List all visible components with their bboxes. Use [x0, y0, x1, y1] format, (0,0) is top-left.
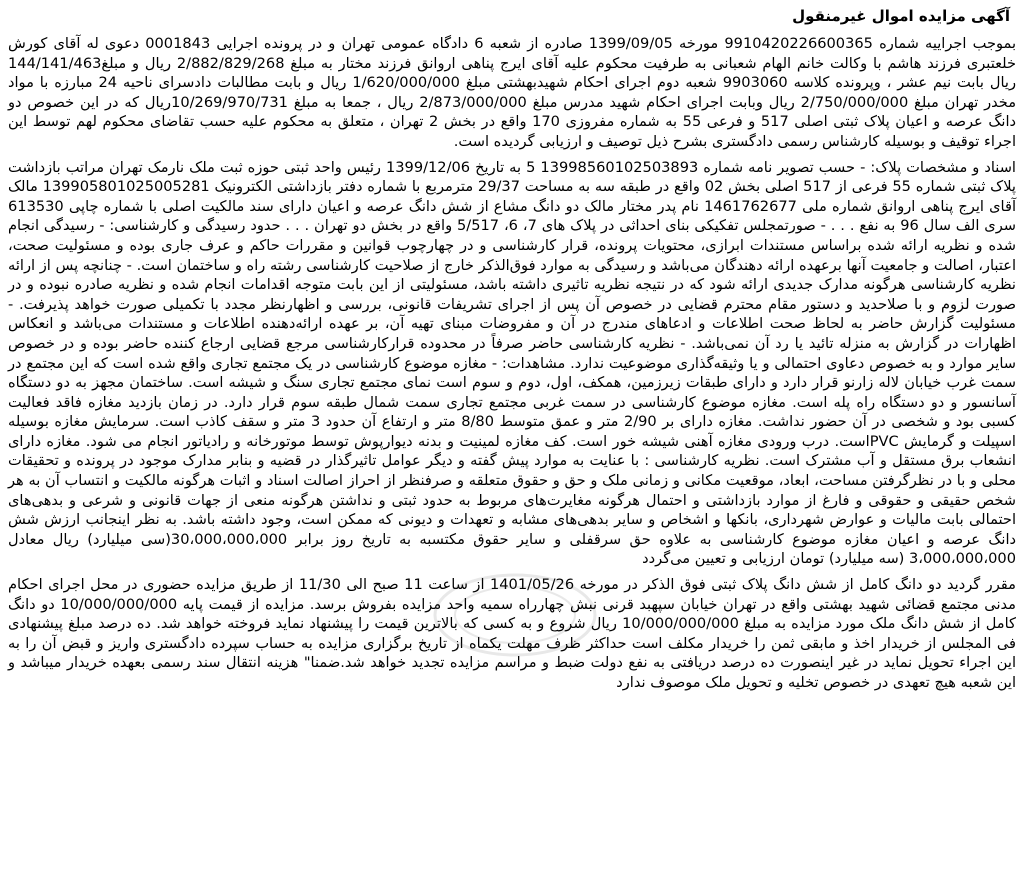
- notice-title: آگهی مزایده اموال غیرمنقول: [792, 7, 1010, 25]
- notice-paragraph-auction-terms: مقرر گردید دو دانگ کامل از شش دانگ پلاک ثبتی فوق الذکر در مورخه 1401/05/26 از ساعت 11 صبح الی 11/30 از طریق مزایده حضوری در محل اجرای احکام مدنی مجتمع قضائی شهید بهشتی واقع در تهران خیابان سپهبد قرنی نبش چهارراه سمیه واحد مزایده بفروش برسد. مزایده از قیمت پایه 10/000/000/000 دو دانگ کامل از شش دانگ ملک مورد مزایده به مبلغ 10/000/000/000 ریال شروع و به کسی که بالاترین قیمت را پیشنهاد نماید فروخته خواهد شد. ده درصد مبلغ پیشنهادی فی المجلس از خریدار اخذ و مابقی ثمن را خریدار مکلف است حداکثر ظرف مهلت یکماه از تاریخ برگزاری مزایده به حساب سپرده دادگستری واریز و قبض آن را به این اجراء تحویل نماید در غیر اینصورت ده درصد دریافتی به نفع دولت ضبط و مراسم مزایده تجدید خواهد شد.ضمنا" هزینه انتقال سند رسمی بعهده خریدار میباشد و این شعبه هیچ تعهدی در خصوص تخلیه و تحویل ملک موصوف ندارد: [8, 576, 1016, 691]
- notice-paragraph-execution: بموجب اجراییه شماره 9910420226600365 مورخه 1399/09/05 صادره از شعبه 6 دادگاه عمومی تهران و در پرونده اجرایی 0001843 دعوی له آقای کورش خلعتبری فرزند هاشم با وکالت خانم الهام شعبانی به طرفیت محکوم علیه آقای ایرج پناهی اروانق فرزند مختار به مبلغ 2/882/829/268 ریال و مبلغ144/141/463 ریال بابت نیم عشر ، وپرونده کلاسه 9903060 شعبه دوم اجرای احکام شهیدبهشتی مبلغ 1/620/000/000 ریال و بابت مطالبات دادسرای ناحیه 24 مبارزه با مواد مخدر تهران مبلغ 2/750/000/000 ریال وبابت اجرای احکام شهید مدرس مبلغ 2/873/000/000 ریال ، جمعا به مبلغ 10/269/970/731ریال که در این خصوص دو دانگ عرصه و اعیان پلاک ثبتی اصلی 517 و فرعی 55 به شماره مفروزی 170 واقع در بخش 2 تهران ، متعلق به محکوم علیه حسب تقاضای محکوم لهم توسط این اجراء توقیف و بوسیله کارشناس رسمی دادگستری بشرح ذیل توصیف و ارزیابی گردیده است.: [8, 35, 1017, 150]
- notice-paragraph-documents: اسناد و مشخصات پلاک: - حسب تصویر نامه شماره 13998560102503893 5 به تاریخ 1399/12/06 رئیس واحد ثبتی حوزه ثبت ملک نارمک تهران مراتب بازداشت پلاک ثبتی شماره 55 فرعی از 517 اصلی بخش 02 واقع در طبقه سه به مساحت 29/37 مترمربع با شماره دفتر بازداشتی الکترونیک 139905801025005281 مالک آقای ایرج پناهی اروانق شماره ملی 1461762677 نام پدر مختار مالک دو دانگ مشاع از شش دانگ عرصه و اعیان دارای سند مالکیت اصلی با شماره چاپی 613530 سری الف سال 96 به نفع . . . - صورتمجلس تفکیکی بنای احداثی در پلاک های 7، 6، 5/517 واقع در بخش دو تهران . . . حدود رسیدگی و کارشناسی: - رسیدگی انجام شده و نظریه ارائه شده براساس مستندات ابرازی، محتویات پرونده، قرار کارشناسی و در چهارچوب قوانین و مقررات حاکم و عرف جاری بوده و مسئولیت صحت، اعتبار، اصالت و جامعیت آنها برعهده ارائه دهندگان می‌باشد و رسیدگی به موارد فوق‌الذکر خارج از صلاحیت کارشناسی رشته راه و ساختمان است. - چنانچه پس از ارائه نظریه کارشناسی هرگونه مدارک جدیدی ارائه شود که در نتیجه نظریه تاثیری داشته باشد، مسئولیتی از این بابت متوجه اقدامات انجام شده و نظریه صادره نبوده و در صورت لزوم و با صلاحدید و دستور مقام محترم قضایی در خصوص آن پس از اجرای تشریفات قانونی، بررسی و اظهارنظر مجدد با تکمیلی صورت خواهد پذیرفت. - مسئولیت گزارش حاضر به لحاظ صحت اطلاعات و ادعاهای مندرج در آن و مفروضات مبنای تهیه آن، بر عهده ارائه‌دهنده اطلاعات و مستندات می‌باشد و انعکاس اظهارات در گزارش به منزله تائید یا رد آن نمی‌باشد. - نظریه کارشناسی حاضر صرفاً در محدوده قرارکارشناسی مرجع قضایی ارجاع کننده حاضر بوده و در خصوص سایر موارد و به خصوص دعاوی احتمالی و یا وثیقه‌گذاری موضوعیت ندارد. مشاهدات: - مغازه موضوع کارشناسی در یک مجتمع تجاری واقع شده است که این مجتمع در سمت غرب خیابان لاله زارنو قرار دارد و دارای طبقات زیرزمین، همکف، اول، دوم و سوم است نمای مجتمع تجاری سنگ و شیشه است. ساختمان مجهز به دو دستگاه آسانسور و دو دستگاه راه پله است. مغازه موضوع کارشناسی در سمت غربی مجتمع تجاری سمت شمال طبقه سوم قرار دارد. در زمان بازدید مغازه فاقد فعالیت کسبی بود و شخصی در آن حضور نداشت. مغازه دارای بر 2/90 متر و عمق متوسط 8/80 متر و ارتفاع آن حدود 3 متر و سقف کاذب است. سرمایش مغازه بوسیله اسپیلت و گرمایش PVCاست. درب ورودی مغازه آهنی شیشه خور است. کف مغازه لمینیت و بدنه دیوارپوش توسط موتورخانه و رادیاتور انجام می شود. مغازه دارای انشعاب برق مستقل و آب مشترک است. نظریه کارشناسی : با عنایت به موارد پیش گفته و دیگر عوامل تاثیرگذار در قضیه و بنابر مدارک موجود در پرونده و تحقیقات محلی و با در نظرگرفتن مساحت، ابعاد، موقعیت مکانی و زمانی ملک و حق و حقوق متعلقه و صرفنظر از احراز اصالت اسناد و اثبات هرگونه مالکیت و انتساب آن به هر شخص حقیقی و حقوقی و فارغ از موارد بازداشتی و احتمال هرگونه مغایرت‌های مربوط به حدود ثبتی و نداشتن هرگونه منعی از جهات قانونی و شرعی و بدهی‌های احتمالی بابت مالیات و عوارض شهرداری، بانکها و اشخاص و سایر بدهی‌های مشابه و تعهدات و دیونی که ممکن است، وجود داشته باشد. به نظر اینجانب ارزش شش دانگ عرصه و اعیان مغازه موضوع کارشناسی به علاوه حق سرقفلی و سایر حقوق مکتسبه به تاریخ روز برابر 30،000،000،000(سی میلیارد) ریال معادل 3،000،000،000 (سه میلیارد) تومان ارزیابی و تعیین می‌گردد: [8, 158, 1017, 568]
